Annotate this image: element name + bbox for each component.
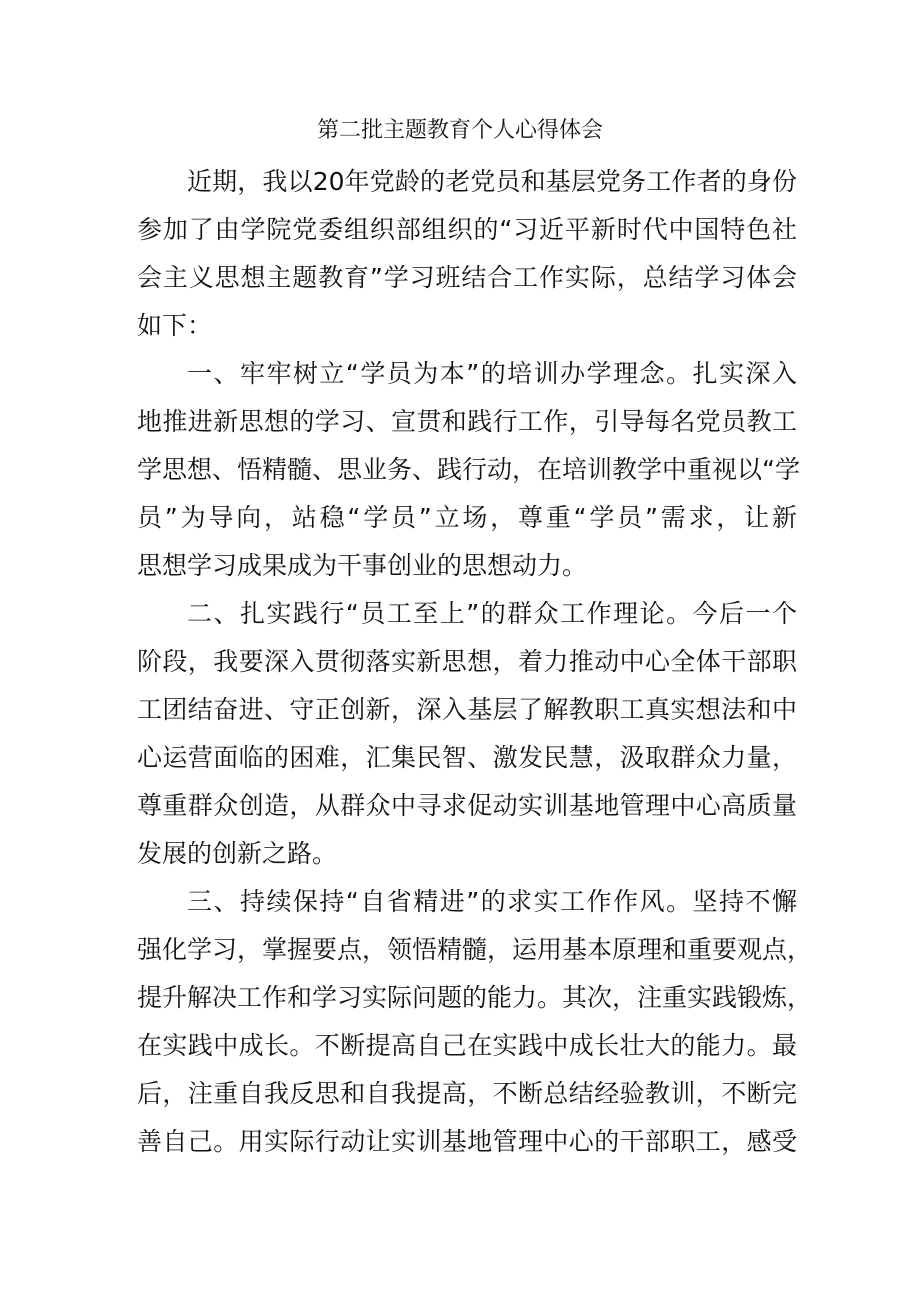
text-line: 发展的创新之路。 xyxy=(137,839,338,868)
text-line: 三、持续保持“自省精进”的求实工作作风。坚持不懈 xyxy=(187,887,797,916)
text-line: 强化学习，掌握要点，领悟精髓，运用基本原理和重要观点， xyxy=(137,935,813,964)
text-line: 提升解决工作和学习实际问题的能力。其次，注重实践锻炼， xyxy=(137,983,813,1012)
text-line: 会主义思想主题教育”学习班结合工作实际，总结学习体会 xyxy=(137,263,797,292)
text-line: 后，注重自我反思和自我提高，不断总结经验教训，不断完 xyxy=(137,1079,797,1108)
text-line: 善自己。用实际行动让实训基地管理中心的干部职工，感受 xyxy=(137,1127,797,1156)
text-line: 学思想、悟精髓、思业务、践行动，在培训教学中重视以“学 xyxy=(137,455,800,484)
text-line: 参加了由学院党委组织部组织的“习近平新时代中国特色社 xyxy=(137,215,797,244)
text-line: 员”为导向，站稳“学员”立场，尊重“学员”需求，让新 xyxy=(137,503,797,532)
text-line: 一、牢牢树立“学员为本”的培训办学理念。扎实深入 xyxy=(187,359,797,388)
text-line: 尊重群众创造，从群众中寻求促动实训基地管理中心高质量 xyxy=(137,791,797,820)
text-line: 近期，我以20年党龄的老党员和基层党务工作者的身份 xyxy=(187,167,797,196)
text-line: 二、扎实践行“员工至上”的群众工作理论。今后一个 xyxy=(187,599,797,628)
text-line: 工团结奋进、守正创新，深入基层了解教职工真实想法和中 xyxy=(137,695,797,724)
text-line: 思想学习成果成为干事创业的思想动力。 xyxy=(137,551,588,580)
text-line: 如下： xyxy=(137,311,213,340)
text-line: 地推进新思想的学习、宣贯和践行工作，引导每名党员教工 xyxy=(137,407,797,436)
text-line: 阶段，我要深入贯彻落实新思想，着力推动中心全体干部职 xyxy=(137,647,797,676)
document-title: 第二批主题教育个人心得体会 xyxy=(316,118,603,143)
text-line: 在实践中成长。不断提高自己在实践中成长壮大的能力。最 xyxy=(137,1031,797,1060)
text-line: 心运营面临的困难，汇集民智、激发民慧，汲取群众力量， xyxy=(137,743,797,772)
